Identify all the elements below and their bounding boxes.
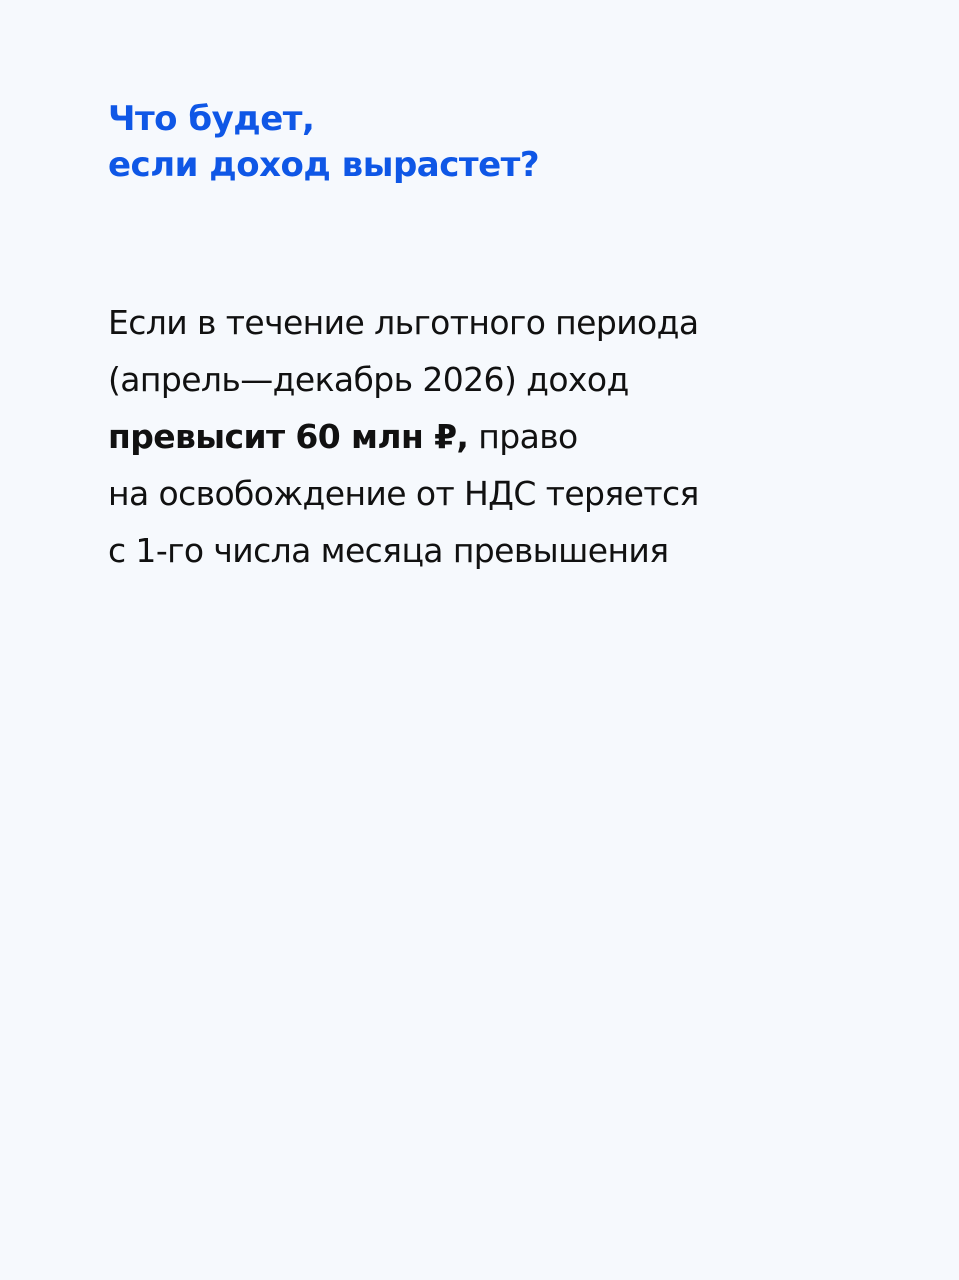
heading-line-2: если доход вырастет? (108, 145, 540, 185)
body-line-4: на освобождение от НДС теряется (108, 474, 699, 513)
body-line-2: (апрель—декабрь 2026) доход (108, 360, 629, 399)
heading-line-1: Что будет, (108, 99, 315, 139)
body-line-1: Если в течение льготного периода (108, 303, 699, 342)
body-line-3 (108, 408, 699, 465)
body-line-5: с 1-го числа месяца превышения (108, 531, 669, 570)
slide-body-text (108, 294, 699, 579)
income-limit-emphasis: превысит 60 млн ₽, (108, 417, 469, 456)
body-line-3-rest: право (468, 417, 578, 456)
slide-heading (108, 96, 539, 188)
